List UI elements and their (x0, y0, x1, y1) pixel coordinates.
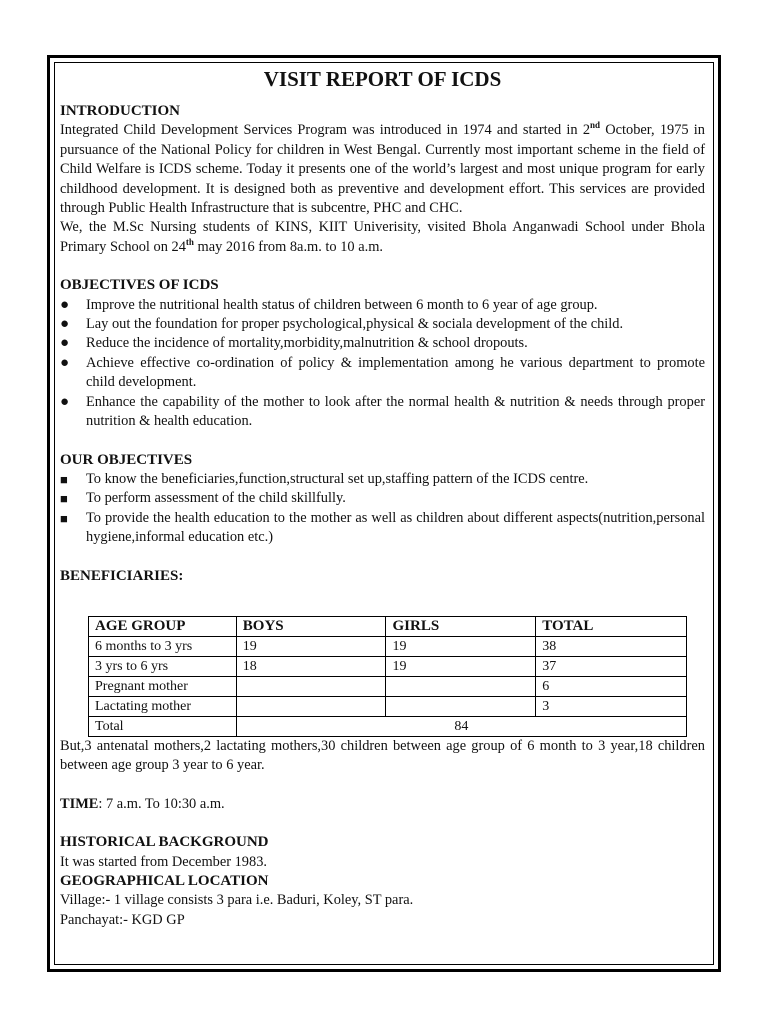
table-total-row (89, 716, 687, 736)
section-spacer (60, 814, 705, 833)
our-objectives-heading: OUR OBJECTIVES (60, 451, 193, 468)
column-header-age-group: AGE GROUP (89, 616, 237, 636)
intro-p1-superscript: nd (590, 120, 601, 131)
document-title: VISIT REPORT OF ICDS (263, 67, 502, 91)
our-objectives-list (60, 470, 705, 548)
historical-text: It was started from December 1983. (60, 853, 267, 870)
introduction-paragraph-1 (60, 121, 705, 218)
intro-p1-text-a: Integrated Child Development Services Program was introduced in 1974 and started in 2 (60, 122, 591, 139)
list-item (60, 470, 705, 489)
time-value: : 7 a.m. To 10:30 a.m. (98, 795, 225, 812)
geographical-village: Village:- 1 village consists 3 para i.e. Baduri, Koley, ST para. (60, 892, 414, 909)
list-item-text: Achieve effective co-ordination of policy & implementation among he various department to promote child development. (86, 354, 705, 391)
table-cell (386, 676, 536, 696)
total-value-cell: 84 (236, 716, 686, 736)
list-item-text: To provide the health education to the mother as well as children about different aspects(nutrition,personal hygiene,informal education etc.) (86, 509, 705, 546)
time-label: TIME (60, 795, 99, 812)
beneficiaries-heading: BENEFICIARIES: (60, 567, 184, 584)
list-item (60, 334, 705, 353)
bullet-dot-icon: ● (60, 393, 70, 410)
table-cell (386, 696, 536, 716)
table-row (89, 696, 687, 716)
column-header-girls: GIRLS (386, 616, 536, 636)
beneficiaries-note: But,3 antenatal mothers,2 lactating mothers,30 children between age group of 6 month to 3 year,18 children between age group 3 year to 6 year. (60, 737, 705, 774)
list-item-text: To know the beneficiaries,function,structural set up,staffing pattern of the ICDS centre. (86, 470, 589, 487)
section-spacer (60, 548, 705, 567)
historical-heading: HISTORICAL BACKGROUND (60, 834, 269, 851)
column-header-total: TOTAL (536, 616, 687, 636)
objectives-icds-heading: OBJECTIVES OF ICDS (60, 277, 219, 294)
list-item (60, 315, 705, 334)
list-item (60, 296, 705, 315)
objectives-icds-list (60, 296, 705, 432)
document-content (60, 62, 705, 930)
list-item (60, 509, 705, 548)
total-label-cell: Total (89, 716, 237, 736)
intro-p2-text-b: may 2016 from 8a.m. to 10 a.m. (193, 238, 383, 255)
list-item-text: Improve the nutritional health status of children between 6 month to 6 year of age group. (86, 296, 598, 313)
section-spacer (60, 432, 705, 451)
table-cell: 3 yrs to 6 yrs (89, 656, 237, 676)
intro-p1-text-b: October, 1975 in pursuance of the National Policy for children in West Bengal. Currently most important scheme in the field of Child Welfare is ICDS scheme. Today it presents one of the world’s largest and most unique program for early childhood development. It is designed both as preventive and development effort. This services are provided through Public Health Infrastructure that is subcentre, PHC and CHC. (60, 122, 706, 217)
section-spacer (60, 776, 705, 795)
table-cell: 19 (386, 636, 536, 656)
bullet-dot-icon: ● (60, 335, 70, 352)
geographical-heading: GEOGRAPHICAL LOCATION (60, 872, 269, 889)
bullet-dot-icon: ● (60, 316, 70, 333)
table-cell: 19 (386, 656, 536, 676)
list-item-text: To perform assessment of the child skillfully. (86, 490, 346, 507)
bullet-dot-icon: ● (60, 296, 70, 313)
table-cell: Pregnant mother (89, 676, 237, 696)
table-cell: Lactating mother (89, 696, 237, 716)
table-row (89, 676, 687, 696)
table-cell: 6 (536, 676, 687, 696)
table-cell (236, 696, 386, 716)
introduction-heading: INTRODUCTION (60, 103, 181, 119)
table-cell: 37 (536, 656, 687, 676)
geographical-panchayat: Panchayat:- KGD GP (60, 911, 185, 928)
intro-p2-superscript: th (185, 237, 194, 248)
list-item (60, 354, 705, 393)
introduction-paragraph-2 (60, 218, 705, 257)
intro-p2-text-a: We, the M.Sc Nursing students of KINS, KIIT Univerisity, visited Bhola Anganwadi School under Bhola Primary School on 24 (60, 219, 705, 255)
beneficiaries-table (88, 616, 687, 737)
bullet-square-icon: ■ (60, 510, 68, 526)
bullet-dot-icon: ● (60, 354, 70, 371)
column-header-boys: BOYS (236, 616, 386, 636)
table-cell: 6 months to 3 yrs (89, 636, 237, 656)
table-header-row (89, 616, 687, 636)
table-cell: 19 (236, 636, 386, 656)
table-cell: 38 (536, 636, 687, 656)
bullet-square-icon: ■ (60, 471, 68, 487)
table-cell (236, 676, 386, 696)
section-spacer (60, 257, 705, 276)
bullet-square-icon: ■ (60, 491, 68, 507)
table-row (89, 656, 687, 676)
table-row (89, 636, 687, 656)
list-item (60, 489, 705, 508)
table-cell: 18 (236, 656, 386, 676)
table-cell: 3 (536, 696, 687, 716)
list-item-text: Enhance the capability of the mother to look after the normal health & nutrition & needs through proper nutrition & health education. (86, 393, 705, 430)
time-line (60, 795, 705, 814)
list-item-text: Reduce the incidence of mortality,morbidity,malnutrition & school dropouts. (86, 335, 528, 352)
list-item-text: Lay out the foundation for proper psychological,physical & sociala development of the child. (86, 316, 624, 333)
list-item (60, 393, 705, 432)
